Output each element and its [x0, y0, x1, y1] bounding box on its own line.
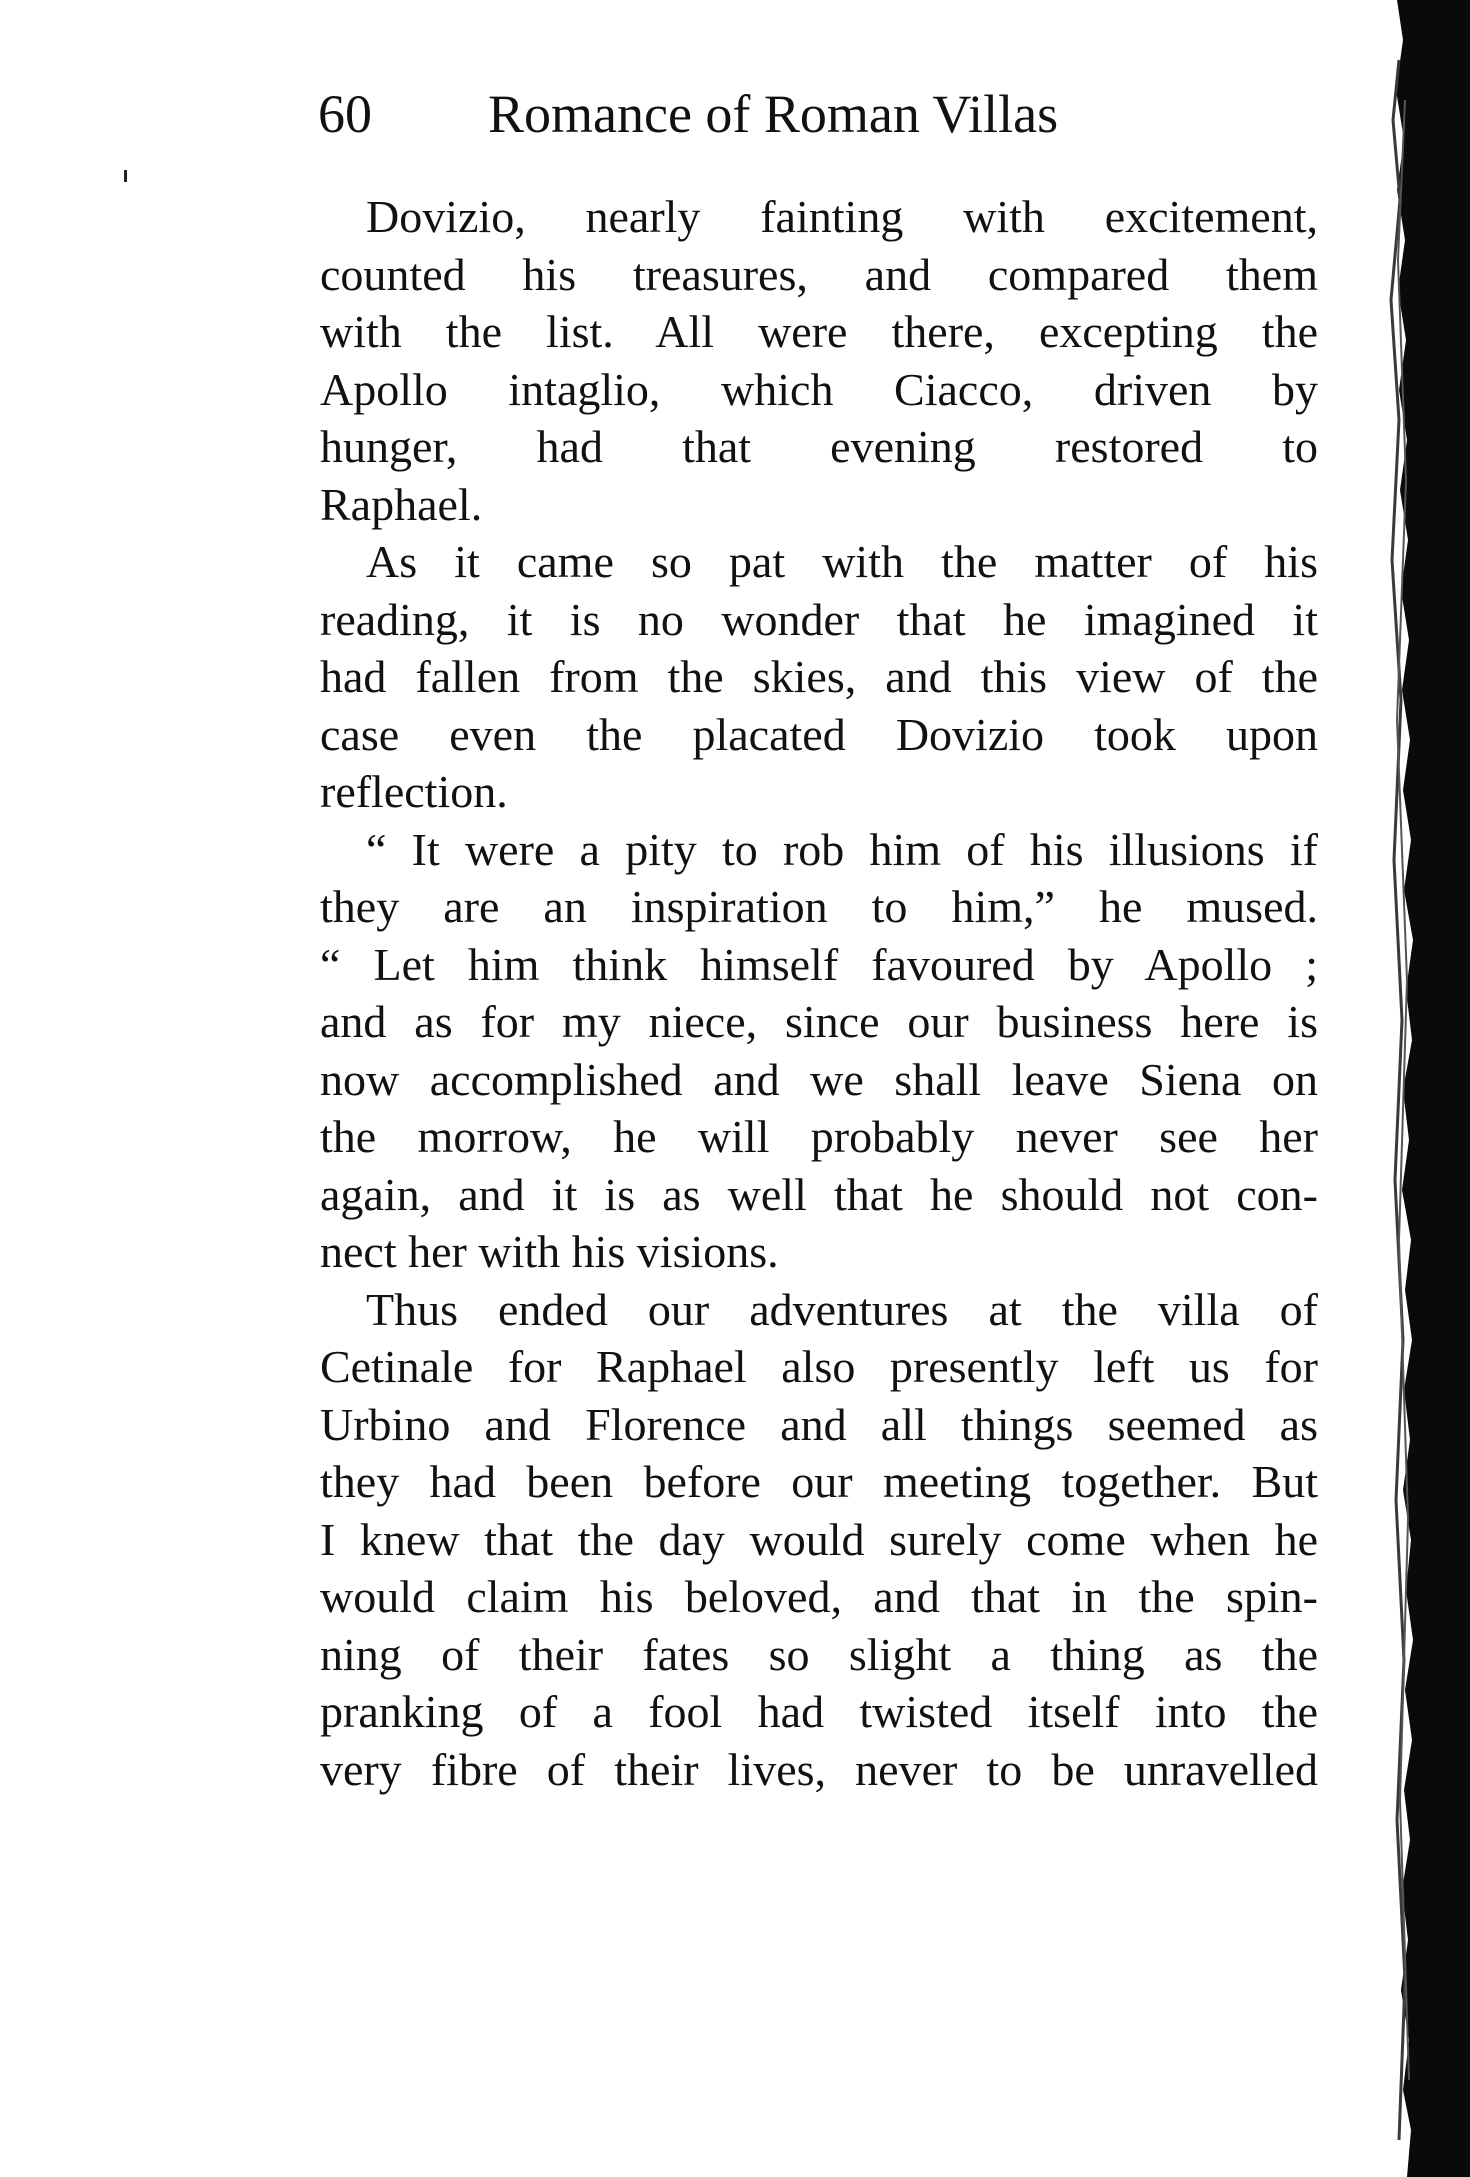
text-line: would claim his beloved, and that in the spin-: [320, 1571, 1318, 1622]
text-line: reading, it is no wonder that he imagined it: [320, 593, 1318, 645]
text-line: they had been before our meeting together. But: [320, 1456, 1318, 1507]
text-line: again, and it is as well that he should not con-: [320, 1168, 1318, 1220]
text-line: Thus ended our adventures at the villa of: [366, 1283, 1318, 1335]
text-line: I knew that the day would surely come when he: [320, 1513, 1318, 1565]
text-line: case even the placated Dovizio took upon: [320, 708, 1318, 760]
text-line: very fibre of their lives, never to be unravelled: [320, 1743, 1318, 1795]
page-number: 60: [318, 84, 372, 144]
text-line: the morrow, he will probably never see her: [320, 1111, 1318, 1162]
text-line: “ Let him think himself favoured by Apollo ;: [320, 938, 1318, 990]
text-line: and as for my niece, since our business here is: [320, 996, 1318, 1047]
text-line: reflection.: [320, 766, 508, 817]
text-line: counted his treasures, and compared them: [320, 248, 1318, 300]
text-line: hunger, had that evening restored to: [320, 421, 1318, 472]
text-line: they are an inspiration to him,” he mused.: [320, 881, 1318, 932]
text-line: nect her with his visions.: [320, 1226, 779, 1277]
text-line: had fallen from the skies, and this view of the: [320, 651, 1318, 702]
paragraph: [320, 533, 1318, 821]
text-line: Urbino and Florence and all things seemed as: [320, 1398, 1318, 1450]
text-line: ning of their fates so slight a thing as the: [320, 1628, 1318, 1680]
running-title: Romance of Roman Villas: [488, 84, 1059, 144]
page-header: [318, 74, 1318, 154]
paragraph: [320, 1281, 1318, 1799]
text-line: Apollo intaglio, which Ciacco, driven by: [320, 363, 1318, 415]
text-line: Dovizio, nearly fainting with excitement,: [366, 191, 1318, 242]
paragraph: [320, 821, 1318, 1281]
text-line: Raphael.: [320, 478, 483, 530]
paragraph: [320, 188, 1318, 533]
text-line: pranking of a fool had twisted itself into the: [320, 1686, 1318, 1737]
text-line: Cetinale for Raphael also presently left us for: [320, 1341, 1318, 1392]
scanned-page-edge: [1385, 0, 1470, 2177]
text-line: “ It were a pity to rob him of his illusions if: [366, 823, 1318, 875]
stray-ink-mark: [124, 170, 127, 182]
text-line: now accomplished and we shall leave Siena on: [320, 1053, 1318, 1105]
text-line: with the list. All were there, excepting the: [320, 306, 1318, 357]
text-line: As it came so pat with the matter of his: [366, 536, 1318, 587]
body-text: [320, 188, 1318, 1798]
